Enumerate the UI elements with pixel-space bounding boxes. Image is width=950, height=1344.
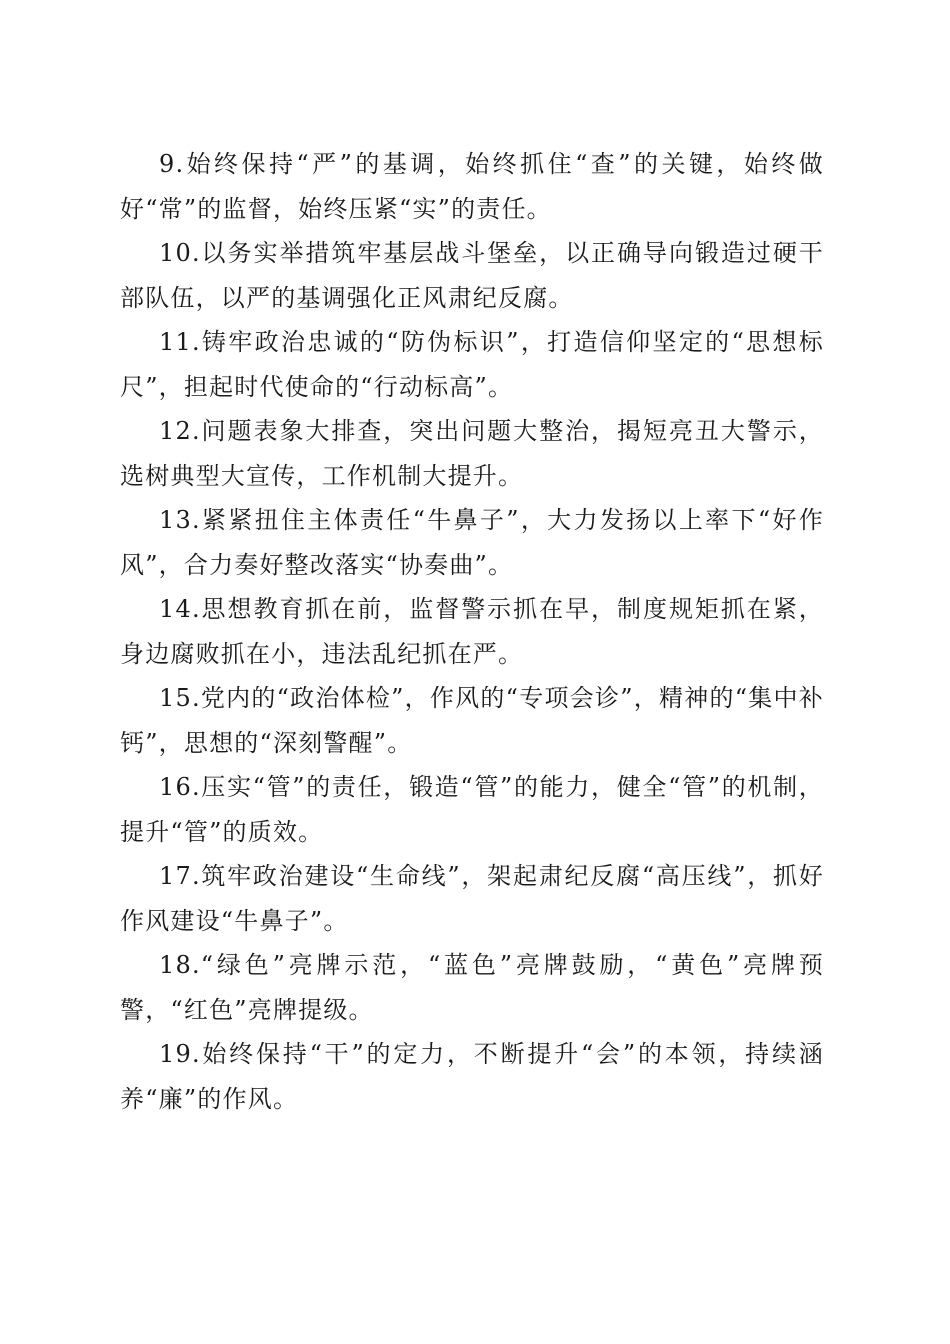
paragraph-9: 9.始终保持“严”的基调，始终抓住“查”的关键，始终做好“常”的监督，始终压紧“实”的责任。 <box>120 150 824 223</box>
paragraph-18: 18.“绿色”亮牌示范，“蓝色”亮牌鼓励，“黄色”亮牌预警，“红色”亮牌提级。 <box>120 951 824 1024</box>
paragraph-16: 16.压实“管”的责任，锻造“管”的能力，健全“管”的机制，提升“管”的质效。 <box>120 773 824 846</box>
paragraph-12: 12.问题表象大排查，突出问题大整治，揭短亮丑大警示，选树典型大宣传，工作机制大提升。 <box>120 417 824 490</box>
paragraph-10: 10.以务实举措筑牢基层战斗堡垒，以正确导向锻造过硬干部队伍，以严的基调强化正风肃纪反腐。 <box>120 239 824 312</box>
paragraph-14: 14.思想教育抓在前，监督警示抓在早，制度规矩抓在紧，身边腐败抓在小，违法乱纪抓在严。 <box>120 595 824 668</box>
paragraph-11: 11.铸牢政治忠诚的“防伪标识”，打造信仰坚定的“思想标尺”，担起时代使命的“行动标高”。 <box>120 328 824 401</box>
document-body <box>120 142 824 1121</box>
paragraph-13: 13.紧紧扭住主体责任“牛鼻子”，大力发扬以上率下“好作风”，合力奏好整改落实“协奏曲”。 <box>120 506 824 579</box>
paragraph-17: 17.筑牢政治建设“生命线”，架起肃纪反腐“高压线”，抓好作风建设“牛鼻子”。 <box>120 862 824 935</box>
paragraph-19: 19.始终保持“干”的定力，不断提升“会”的本领，持续涵养“廉”的作风。 <box>120 1040 824 1113</box>
paragraph-15: 15.党内的“政治体检”，作风的“专项会诊”，精神的“集中补钙”，思想的“深刻警醒”。 <box>120 684 824 757</box>
